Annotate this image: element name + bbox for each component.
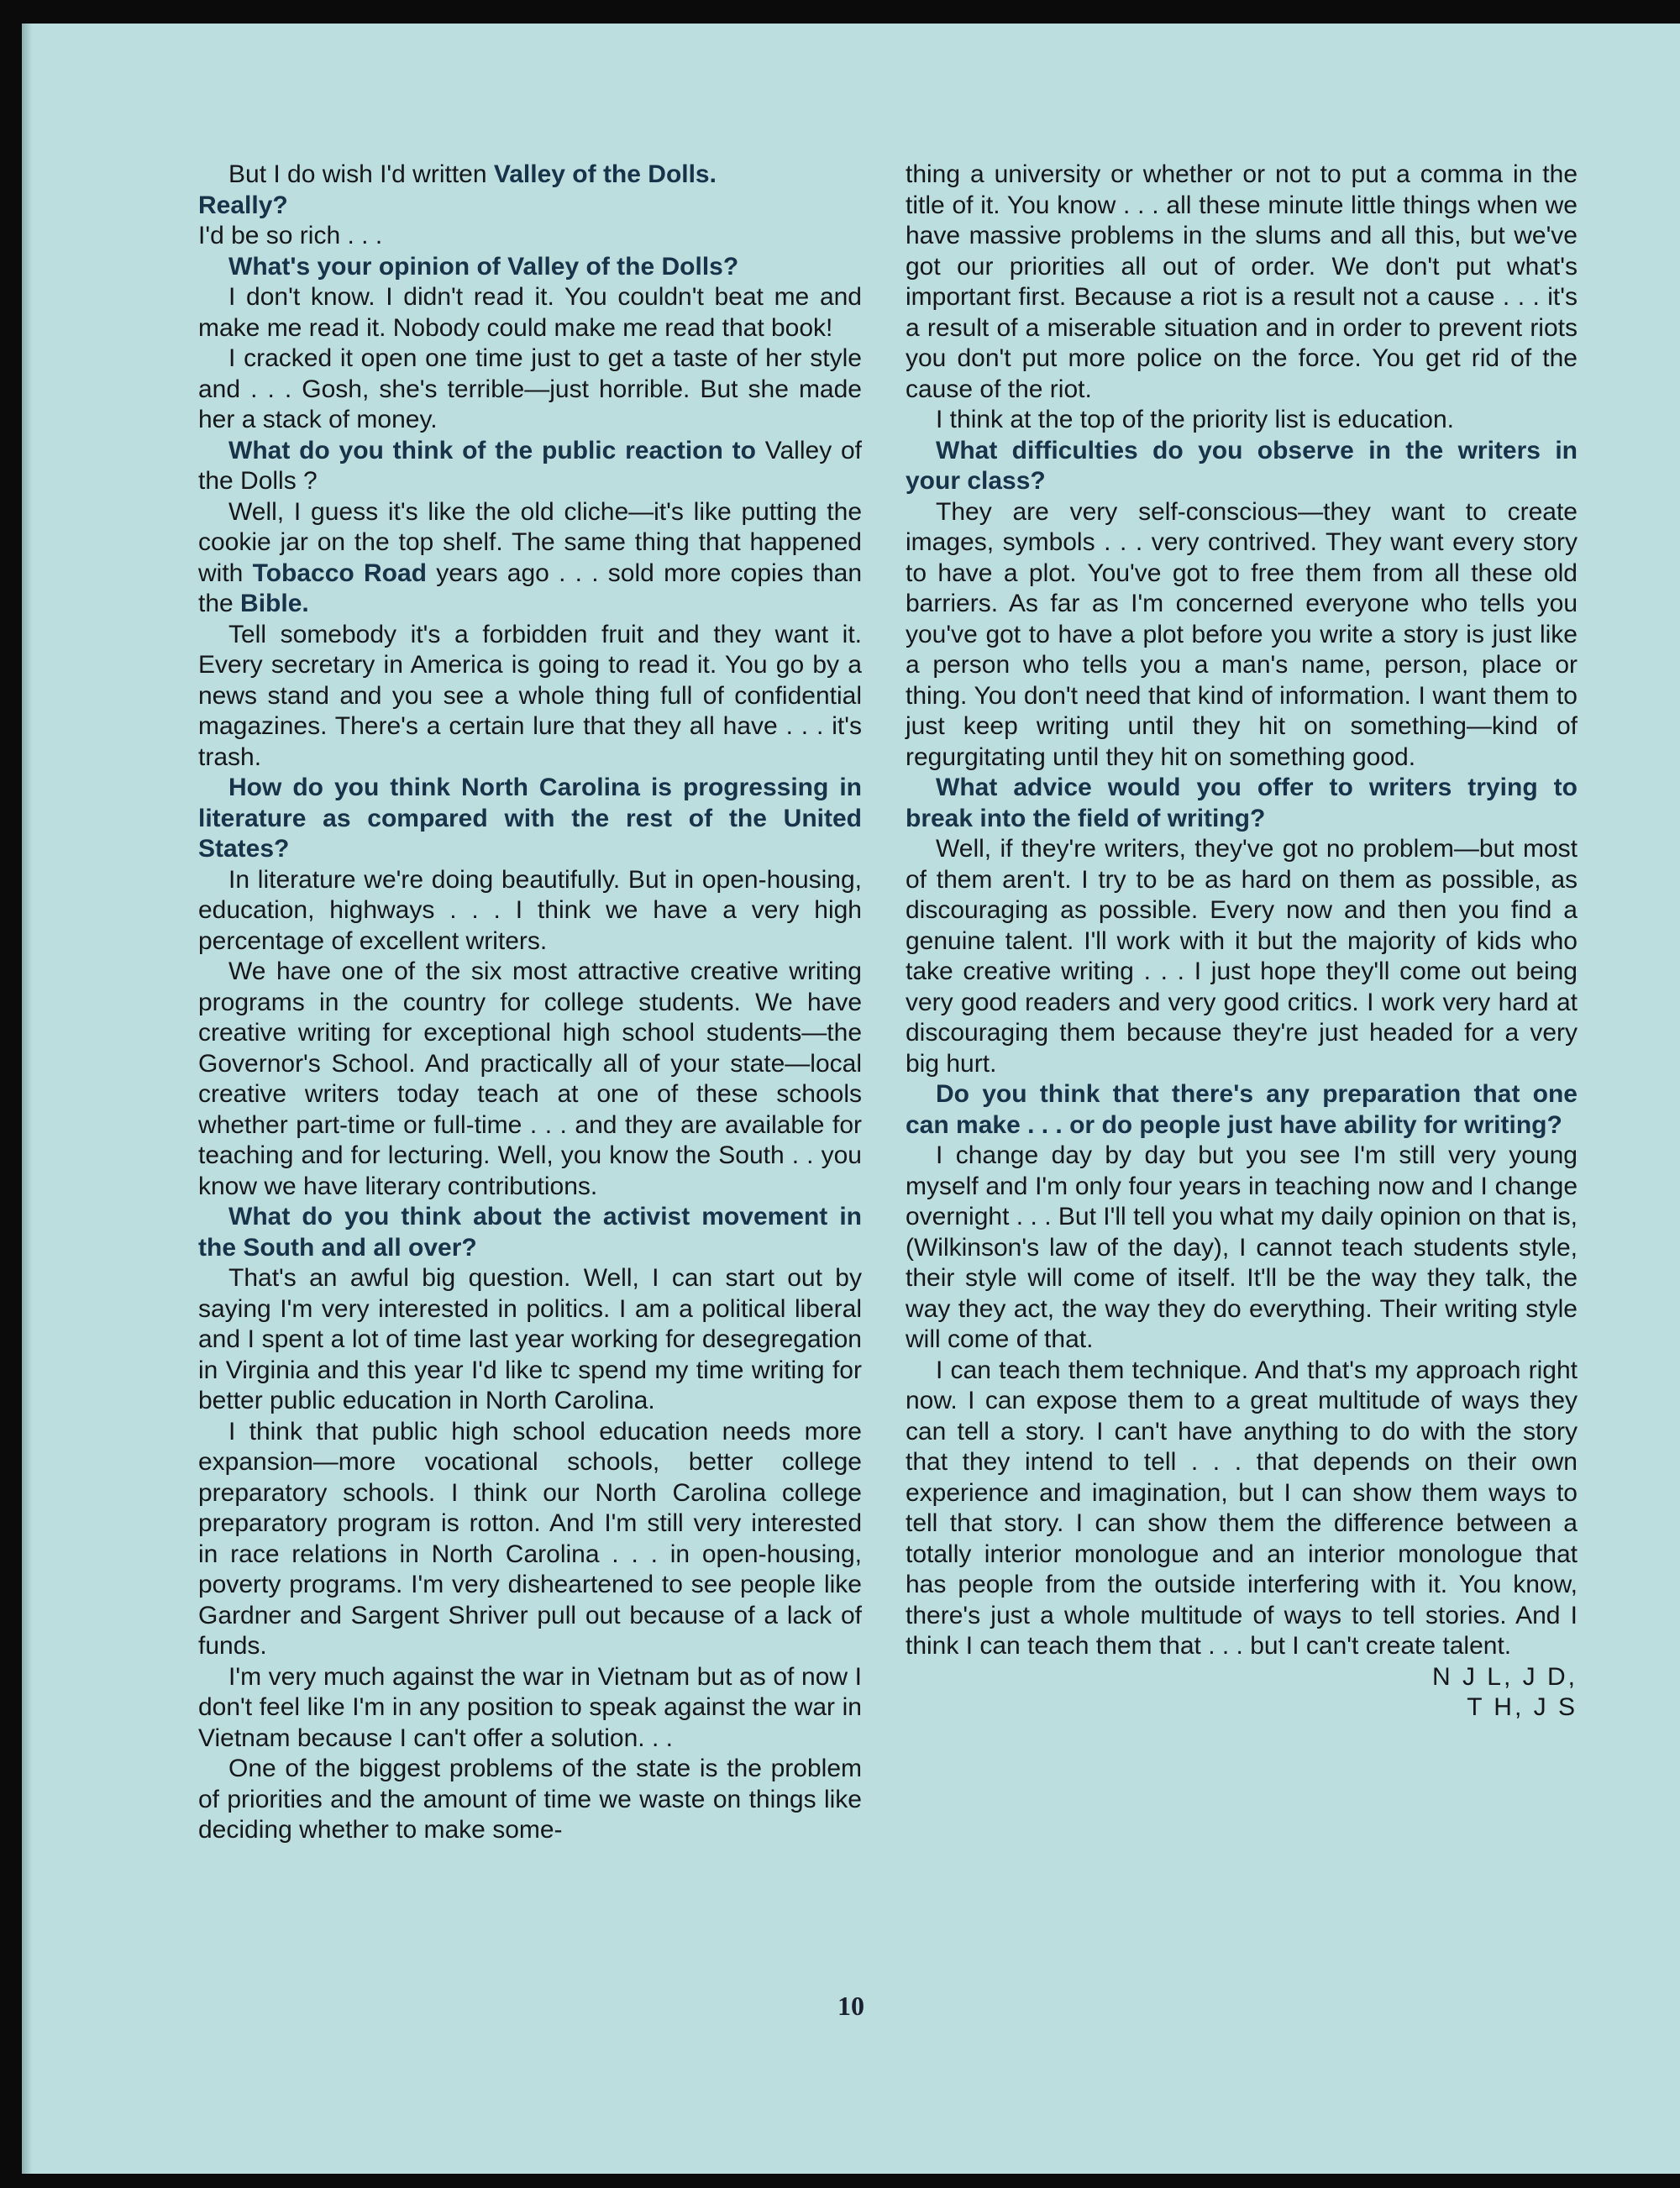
interview-question: Really? [198,191,288,219]
paragraph: One of the biggest problems of the state is the problem of priorities and the amount of time we waste on things like deciding whether to make some- [198,1755,862,1844]
initials-line: T H, J S [1467,1693,1578,1721]
interview-question: Do you think that there's any preparation that one can make . . . or do people just have ability for writing? [906,1080,1578,1139]
interview-question [198,436,862,497]
paragraph: I cracked it open one time just to get a taste of her style and . . . Gosh, she's terrible—just horrible. But she made her a stack of money. [198,344,862,433]
text: years ago . . . sold more copies than the [198,559,862,617]
paragraph: I think that public high school education needs more expansion—more vocational schools, better college preparatory schools. I think our North Carolina college preparatory program is rotton. And I'm still very interested in race relations in North Carolina . . . in open-housing, poverty programs. I'm very disheartened to see people like Gardner and Sargent Shriver pull out because of a lack of funds. [198,1417,862,1660]
question-bold: What do you think of the public reaction to [228,436,756,464]
paragraph: I change day by day but you see I'm still very young myself and I'm only four years in teaching now and I change overnight . . . But I'll tell you what my daily opinion on that is, (Wilkinson's law of the day), I cannot teach students style, their style will come of itself. It'll be the way they talk, the way they act, the way they do everything. Their writing style will come of that. [906,1141,1578,1353]
interview-question: What difficulties do you observe in the writers in your class? [906,436,1578,495]
interview-question: How do you think North Carolina is progressing in literature as compared with the rest of the United States? [198,774,862,863]
interview-question: What do you think about the activist movement in the South and all over? [198,1203,862,1262]
initials-line: N J L, J D, [1431,1662,1578,1691]
text: But I do wish I'd written [228,160,494,188]
paragraph: I can teach them technique. And that's my approach right now. I can expose them to a great multitude of ways they can tell a story. I can't have anything to do with the story that they intend to tell . . . that depends on their own experience and imagination, but I can show them ways to tell that story. I can show them the difference between a totally interior monologue and an interior monologue that has people from the outside interfering with it. You know, there's just a whole multitude of ways to tell stories. And I think I can teach them that . . . but I can't create talent. [906,1356,1578,1660]
text: Well, I guess it's like the old cliche—it's like putting the cookie jar on the top shelf. The same thing that happened with [198,497,862,587]
interview-question: What's your opinion of Valley of the Dolls? [228,252,739,281]
author-initials [906,1662,1578,1724]
right-column [906,160,1578,1724]
paragraph: In literature we're doing beautifully. But in open-housing, education, highways . . . I think we have a very high percentage of excellent writers. [198,865,862,955]
left-column [198,160,862,1846]
paragraph: thing a university or whether or not to put a comma in the title of it. You know . . . all these minute little things when we have massive problems in the slums and all this, but we've got our priorities all out of order. We don't put what's important first. Because a riot is a result not a cause . . . it's a result of a miserable situation and in order to prevent riots you don't put more police on the force. You get rid of the cause of the riot. [906,160,1578,403]
interview-question: What advice would you offer to writers trying to break into the field of writing? [906,774,1578,832]
binding-edge [22,24,32,2174]
magazine-page [22,24,1680,2174]
paragraph: They are very self-conscious—they want to create images, symbols . . . very contrived. They want every story to have a plot. You've got to free them from all these old barriers. As far as I'm concerned everyone who tells you you've got to have a plot before you write a story is just like a person who tells you a man's name, person, place or thing. You don't need that kind of information. I want them to just keep writing until they hit on something—kind of regurgitating until they hit on something good. [906,497,1578,771]
paragraph: Tell somebody it's a forbidden fruit and they want it. Every secretary in America is going to read it. You go by a news stand and you see a whole thing full of confidential magazines. There's a certain lure that they all have . . . it's trash. [198,620,862,771]
paragraph: We have one of the six most attractive creative writing programs in the country for college students. We have creative writing for exceptional high school students—the Governor's School. And practically all of your state—local creative writers today teach at one of these schools whether part-time or full-time . . . and they are available for teaching and for lecturing. Well, you know the South . . you know we have literary contributions. [198,958,862,1200]
book-title: Bible. [240,590,309,617]
paragraph: Well, if they're writers, they've got no problem—but most of them aren't. I try to be as hard on them as possible, as discouraging as possible. Every now and then you find a genuine talent. I'll work with it but the majority of kids who take creative writing . . . I just hope they'll come out being very good readers and very good critics. I work very hard at discouraging them because they're just headed for a very big hurt. [906,835,1578,1078]
paragraph [198,497,862,620]
paragraph: I'm very much against the war in Vietnam but as of now I don't feel like I'm in any position to speak against the war in Vietnam because I can't offer a solution. . . [198,1662,862,1752]
paragraph: I don't know. I didn't read it. You couldn't beat me and make me read it. Nobody could make me read that book! [198,283,862,342]
paragraph: I'd be so rich . . . [198,222,383,249]
page-number: 10 [837,1991,864,2021]
question-rest: Valley of the Dolls ? [198,436,862,495]
paragraph: That's an awful big question. Well, I can start out by saying I'm very interested in politics. I am a political liberal and I spent a lot of time last year working for desegregation in Virginia and this year I'd like tc spend my time writing for better public education in North Carolina. [198,1264,862,1414]
paragraph: I think at the top of the priority list is education. [936,406,1454,433]
book-title: Valley of the Dolls. [493,160,717,188]
book-title: Tobacco Road [252,559,427,587]
paragraph [198,160,862,191]
